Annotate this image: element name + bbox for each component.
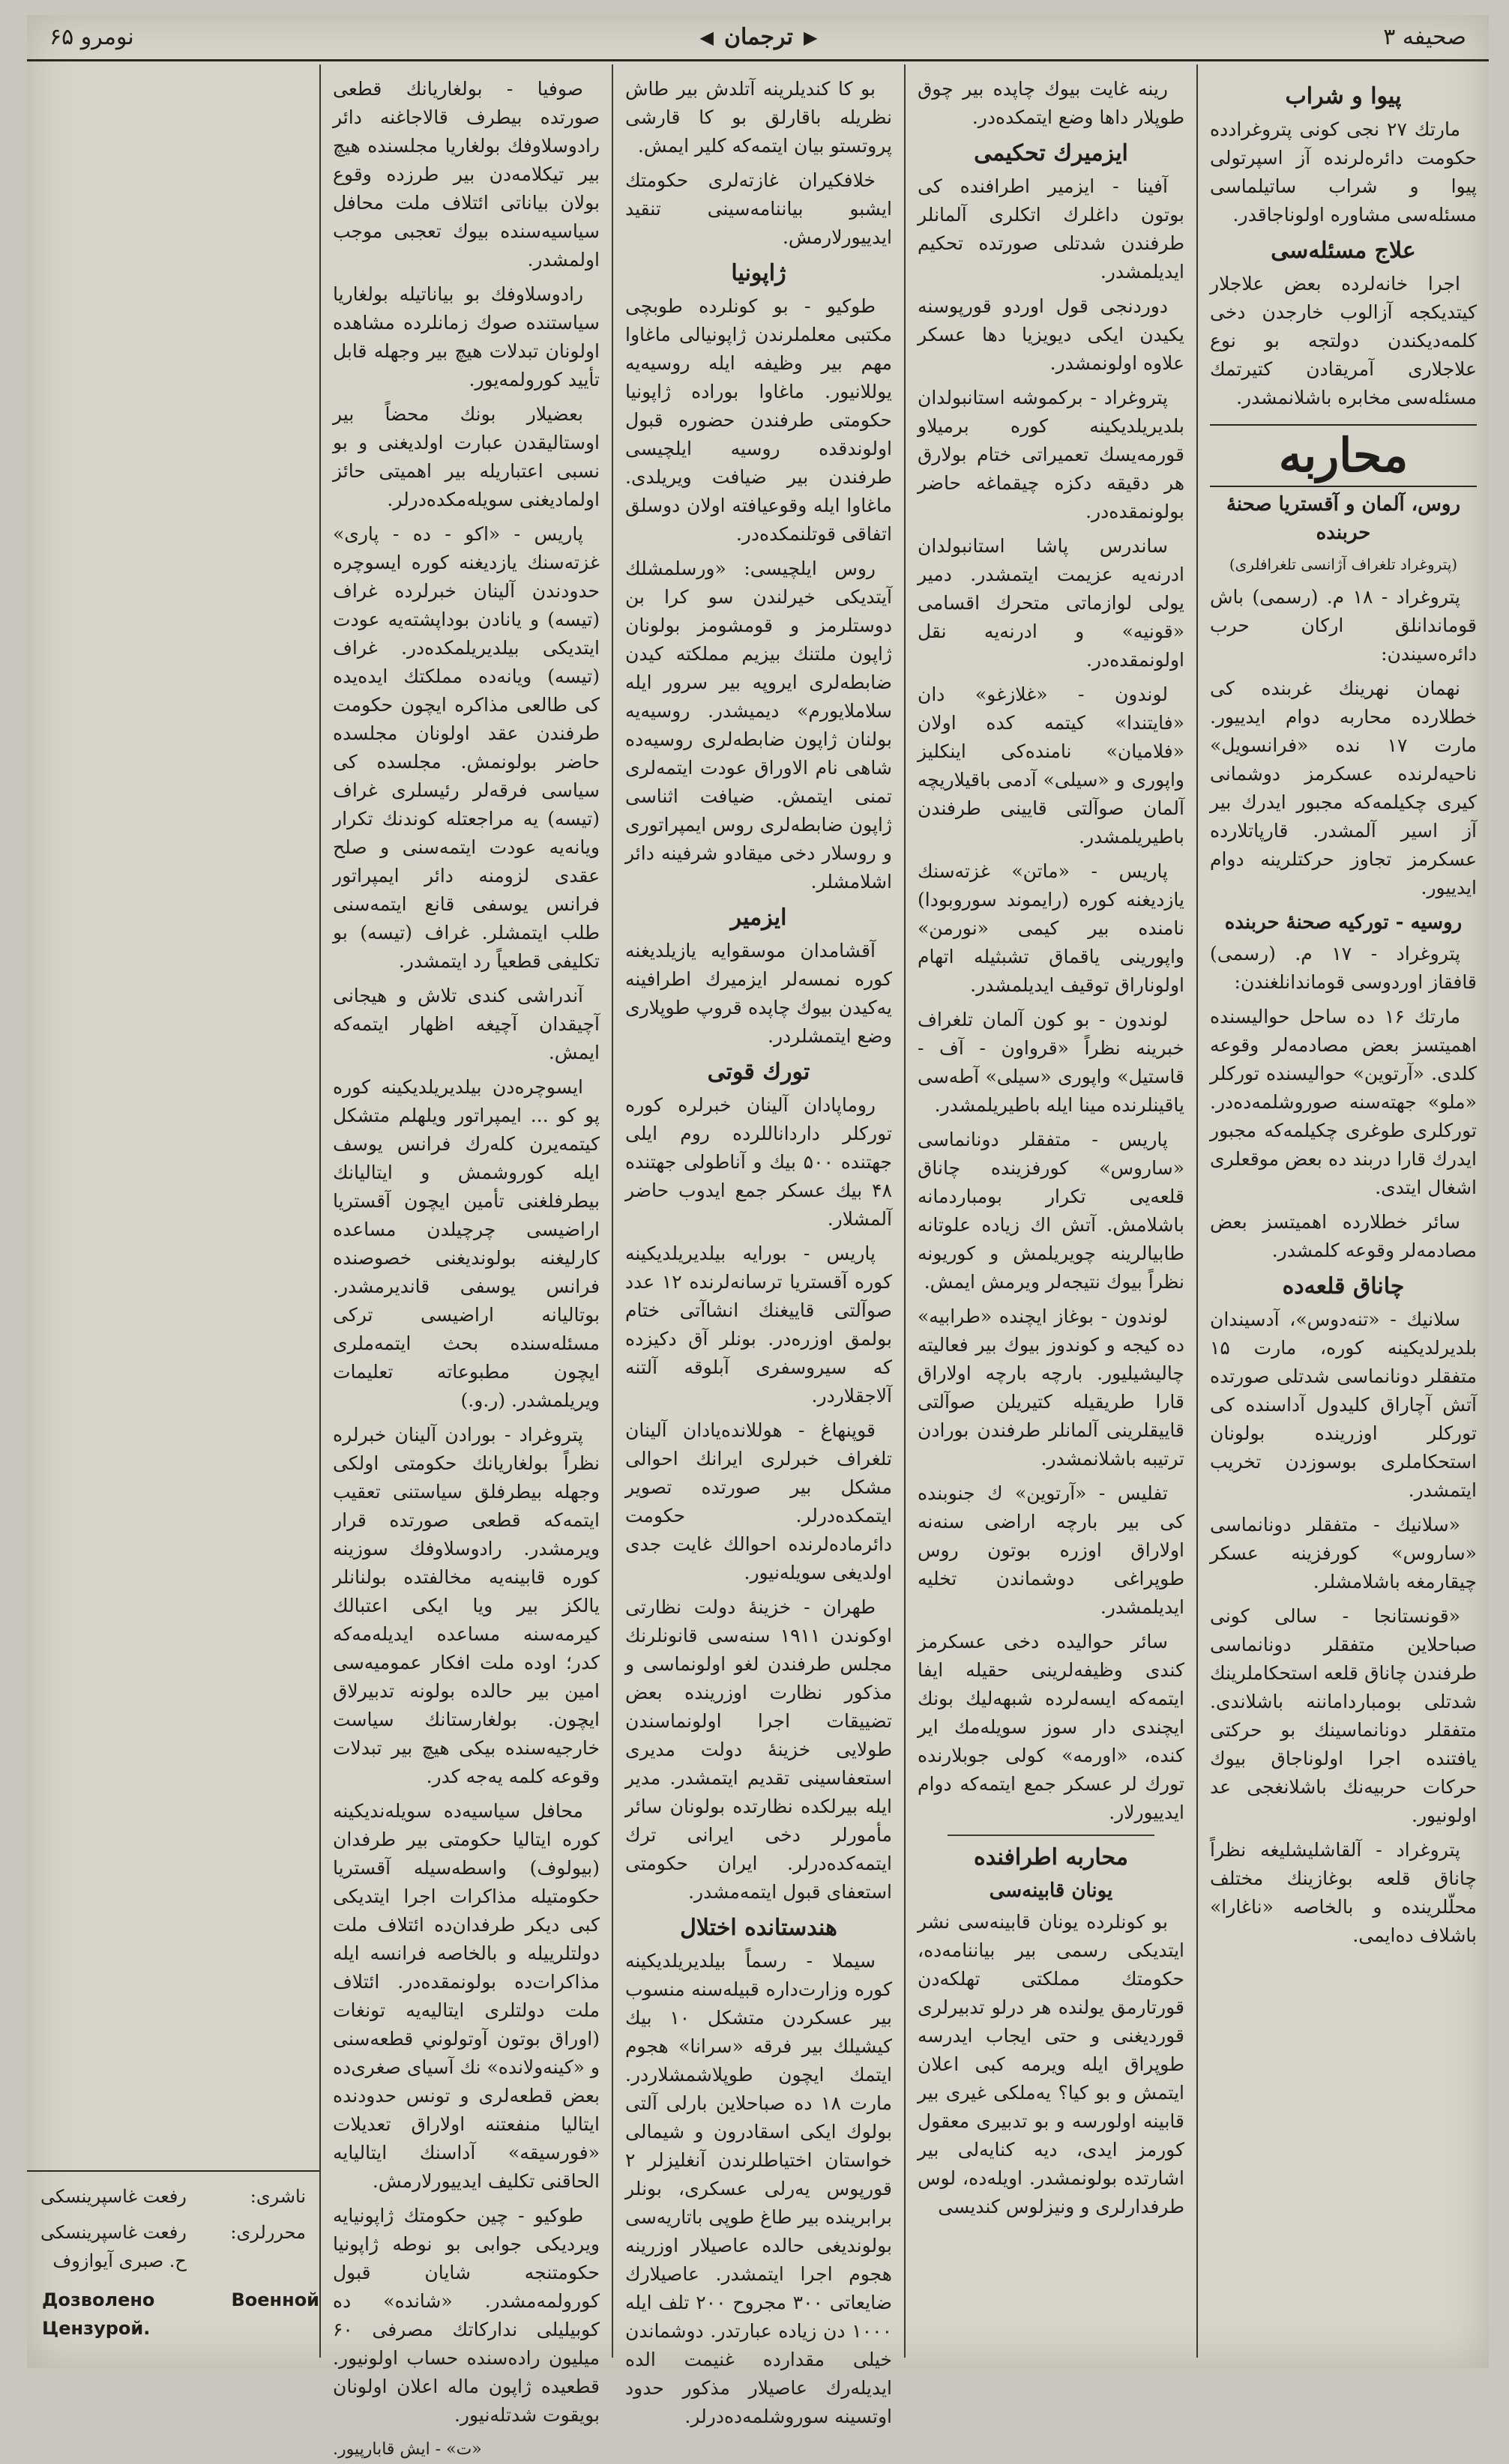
article-greek-cabinet: بو کونلرده یونان قابینه‌سی نشر ایتدیکی رسمی بیر بیاننامه‌ده، حکومتك مملکتی تهلکه‌دن قورتارمق یولنده هر درلو تدبیرلری قوردیغنی و حتی ایجاب ایدرسه طوپراق ایله ویرمه کبی اعلان ایتمش و بو کیا؟ یه‌ملکی غیری بیر قابینه اولورسه و بو تدبیری معقول کورمز ایدی، دیه کنایه‌لی بیر اشارتده بولونمشدر. اویله‌ده، لوس طرفدارلری و ونیزلوس کندیسی [918, 1911, 1184, 2217]
publisher-row [40, 2182, 306, 2211]
article-tehran: طهران - خزینۀ دولت نظارتی اوکوندن ۱۹۱۱ سنه‌سی قانونلرنك مجلس طرفندن لغو اولونماسی و مذکور نظارت اوزرینده بعض تضییقات اجرا اولونماسندن طولایی خزینۀ دولت مدیری استعفاسینی تقدیم ایتمشدر. مدیر ایله بیرلکده نظارتده بولونان سائر مأمورلر دخی ایرانی ترك ایتمه‌کده‌درلر. ایران حکومتی استعفای قبول ایتمه‌مشدر. [625, 1596, 892, 1903]
heading-war: محاربه [1210, 424, 1477, 487]
left-arrow-icon: ◀ [699, 26, 714, 48]
article-salonica-2: «سلانیك - متفقلر دونانماسی «ساروس» کورفزینه عسکر چیقارمغه باشلامشلر. [1210, 1514, 1477, 1592]
article-corps: دوردنجی قول اوردو قورپوسنه یکیدن ایکی دیویزیا دها عسکر علاوه اولونمشدر. [918, 295, 1184, 374]
editors-label: محررلری: [230, 2222, 306, 2243]
article-some-say: بعضیلار بونك محضاً بیر اوستالیقدن عبارت اولدیغنی و بو نسبی اعتباریله بیر اهمیتی حائز اولمادیغنی سویله‌مکده‌درلر. [333, 403, 600, 510]
heading-medicine: علاج مسئله‌سی [1271, 238, 1416, 264]
page-number: صحیفه ۳ [1383, 24, 1466, 50]
article-italy: محافل سیاسیه‌ده سویله‌ندیکینه کوره ایتالیا حکومتی بیر طرفدان (بیولوف) واسطه‌سیله آقستریا حکومتیله مذاکرات اجرا ایتدیکی کبی دیکر طرفدان‌ده ائتلاف ملت دولتلرییله و بالخاصه فرانسه ایله مذاکرات‌ده بولونمقده‌در. ائتلاف ملت دولتلری ایتالیه‌یه تونغات (اوراق بوتون آوتولوني قطعه‌سنی و «کینه‌ولانده» نك آسیای صغری‌ده بعض قطعه‌لری و تونس حدودنده ایتالیا منفعتنه اولاراق تعدیلات «فورسیقه» آداسنك ایتالیایه الحاقنی تکلیف ایدییورلارمش. [333, 1800, 600, 2192]
article-london-2: لوندون - بو کون آلمان تلغراف خبرینه نظراً «قرواون - آف - قاستیل» واپوری «سیلی» آطه‌سی یاقینلرنده مینا ایله باطیریلمشدر. [918, 1009, 1184, 1116]
heading-around-war: محاربه اطرافنده [974, 1844, 1128, 1870]
article-tiflis: تفلیس - «آرتوین» ك جنوبنده کی بیر بارچه اراضی سنه‌نه اولاراق اوزره بوتون روس طوپراغی دوشماندن تخلیه ایدیلمشدر. [918, 1482, 1184, 1618]
heading-greek-cabinet: یونان قابینه‌سی [989, 1879, 1113, 1902]
article-paris-submarines: پاریس - بورایه بیلدیریلدیکینه کوره آقستریا ترسانه‌لرنده ۱۲ عدد صوآلتی قاییغنك انشاآتی ختام بولمق اوزره‌در. بونلر آق دکیزده که سیروسفری آبلوقه آلتنه آلاجقلاردر. [625, 1242, 892, 1407]
article-caucasus-3: سائر خطلارده اهمیتسز بعض مصادمه‌لر وقوعه کلمشدر. [1210, 1211, 1477, 1261]
article-andrassy: آندراشی کندی تلاش و هیجانی آچیقدان آچیغه اظهار ایتمه‌که ایمش. [333, 985, 600, 1063]
heading-japan: ژاپونیا [731, 260, 786, 286]
column-2 [904, 64, 1196, 2358]
heading-russia-turkey: روسیه - تورکیه صحنۀ حربنده [1224, 911, 1463, 934]
article-other-regions: سائر حواليده دخی عسکرمز کندی وظیفه‌لرینی حقیله ایفا ایتمه‌که ایسه‌لرده شبهه‌لیك بونك ایچندی دار سوز سویله‌مك ایر کنده، «اورمه» کولی جوبلارنده تورك لر عسکر جمع ایتمه‌که دوام ایدییورلار. [918, 1631, 1184, 1823]
article-radoslavov: رادوسلاوفك بو بیاناتیله بولغاریا سیاستنده صوك زمانلرده مشاهده اولونان تبدلات هیچ بیر وجهله قابل تأیید کورولمه‌یور. [333, 283, 600, 390]
masthead [27, 15, 1489, 61]
publisher-name: رفعت غاسپرینسکی [40, 2186, 187, 2207]
heading-turkish-force: تورك قوتی [707, 1059, 810, 1085]
column-5 [27, 64, 319, 2358]
publisher-label: ناشری: [250, 2186, 306, 2207]
article-guns-continued: رینه غایت بیوك چاپده بیر چوق طوپلار داها وضع ایتمکده‌در. [918, 78, 1184, 128]
article-caucasus-2: مارتك ۱۶ ده ساحل حواليسنده اهمیتسز بعض مصادمه‌لر وقوعه کلدی. «آرتوین» حواليسنده تورکلر «ملو» جهته‌سنه صوروشلمه‌ده‌در. تورکلری طوغری چکیلمه‌که مجبور ایدرك قارا دربند ده‌ بعض موقعلری اشغال ایتدی. [1210, 1006, 1477, 1198]
column-4 [319, 64, 612, 2459]
article-petrograd-2: نهمان نهرینك غربنده کی خطلارده محاربه دوام ایدییور. مارت ۱۷ نده «فرانسویل» ناحیه‌لرنده عسکرمز دوشمانی کیری چکیلمه‌که مجبور ایدرك بیر آز اسیر آلمشدر. قارپاتلارده عسکرمز تجاوز حرکتلرینه دوام ایدییور. [1210, 677, 1477, 899]
article-athens: آفینا - ایزمیر اطرافنده کی بوتون داغلرك اتکلری آلمانلر طرفندن شدتلی صورتده تحکیم ایدیلمشدر. [918, 175, 1184, 283]
article-izmir: آقشامدان موسقوایه یازیلدیغنه کوره نمسه‌لر ایزمیرك اطرافینه یه‌کیدن بیوك چاپده قروپ طوپلاری وضع ایتمشلردر. [625, 940, 892, 1047]
article-constanta: «قونستانجا - سالی کونی صباحلاین متفقلر دونانماسی طرفندن چاناق قلعه استحکاملرینك شدتلی بومبارداماننه باشلاندی. متفقلر دونانماسینك بو حرکتی یافتنده اجرا اولوناجاق بیوك حرکات حربیه‌نك باشلانغجی عد اولونیور. [1210, 1605, 1477, 1826]
heading-fronts: روس، آلمان و آقستریا صحنۀ حربنده [1226, 493, 1461, 544]
article-salonica-1: سلانیك - «تنه‌دوس»، آدسیندان بلدیرلدیکینه کوره، مارت ۱۵ متفقلر دونانماسی شدتلی صورتده آتش آچاراق کلیدول آداسنده کی تورکلر اوزرینده بولونان استحکاملری بوسوزدن تخریب ایتمشدر. [1210, 1308, 1477, 1501]
article-russian-ambassador: روس ایلچیسی: «ورسلمشلك آیتدیکی خیرلندن سو کرا بن دوستلرمز و قومشومز بولونان ژاپون ملتنك بیزیم مملکته کیدن ضابطه‌لری ایروپه بیر سرور ایله سلاملایورم» دیمیشدر. روسیه‌یه بولنان ژاپون ضابطه‌لری روسیه‌ده شاهی نام الاوراق عودت ایتمه‌لری تمنی ایتمش. ضیافت اثناسی ژاپون ضابطه‌لری روس ایمپراتوری و روسلار دخی میقادو شرفینه دائر اشلامشلر. [625, 558, 892, 893]
article-london-3: لوندون - بوغاز ایچنده «طرابیه» ده کیجه و کوندوز بیوك بیر فعالیته چالیشیلیور. بارچه بارچه اولاراق قارا طریقیله کتیریلن صوآلتی قاییقلرینی آلمانلر طرفندن بورادن ترتیبه باشلانمشدر. [918, 1305, 1184, 1470]
article-medicine: اجرا خانه‌لرده بعض علاجلار کیتدیکجه آزالوب خارجدن دخی کلمه‌دیکندن دولتجه بو نوع علاجلاری آمریقادن کتیرتمك مسئله‌سی مخابره باشلانمشدر. [1210, 273, 1477, 408]
newspaper-title: ترجمان [723, 24, 793, 50]
heading-canakkale: چاناق قلعه‌ده [1282, 1273, 1405, 1299]
article-protest: بو کا کندیلرینه آتلدش بیر طاش نظریله باقارلق بو کا قارشی پروتستو بیان ایتمه‌که کلیر ایمش. [625, 78, 892, 157]
heading-beer-wine: پیوا و شراب [1285, 83, 1402, 109]
footer [27, 2170, 319, 2358]
article-paris-tisza: پاریس - «اکو - ده - پاری» غزته‌سنك یازدیغنه کوره ایسوچره حدودندن آلینان خبرلرده غراف (تیسه) و یانادن بوداپشته‌یه عودت ایتدیکی بیلدیریلمکده‌در. غراف (تیسه) ویانه‌ده مملکتك ایده‌یده کی طالعی مذاکره ایچون حکومت طرفندن عقد اولونان مجلسده حاضر بولونمش. مجلسده کی سیاسی فرقه‌لر رئیسلری غراف (تیسه) یه مراجعتله کوندنك تکرار ویانه‌یه عودت ایتمه‌سنی و صلح عقدی لزومنه دائر ایمپراتور فرانس یوسفی قانع ایتمه‌سنی طلب ایتمشلر. غراف (تیسه) بو تکلیفی قطعیاً رد ایتمشدر. [333, 523, 600, 972]
column-1 [1196, 64, 1489, 2358]
article-romania: روماپادان آلینان خبرلره کوره تورکلر دارداناللرده روم ایلی جهتنده ۵۰۰ بیك و آناطولی جهتنده ۴۸ بیك عسکر جمع ایدوب حاضر آلمشلار. [625, 1094, 892, 1230]
editor-1: رفعت غاسپرینسکی [40, 2222, 187, 2243]
article-petrograd-bulgaria: پتروغراد - بورادن آلینان خبرلره نظراً بولغاریانك حکومتی اولکی وجهله بیطرفلق سیاستنی تعقیب ایتمه‌که قطعی صورتده قرار ویرمشدر. رادوسلاوفك سوزینه کوره قابینه‌یه مخالفتده بولنانلر یالکز بیر ویا ایکی اعتبالك کیرمه‌سنه مساعده ایدیله‌مه‌که کدر؛ اوده ملت افکار عمومیه‌سی امین بیر حالده بولونه تدبیرلاق ایچون. بولغارستانك سیاست خارجیه‌سنده بیکی هیچ بیر تبدلات وقوعه کلمه یه‌جه کدر. [333, 1424, 600, 1787]
article-caucasus-1: پتروغراد - ۱۷ م. (رسمی) قافقاز اوردوسی قوماندانلغندن: [1210, 943, 1477, 993]
article-tokyo-1: طوکیو - بو کونلرده طوبچی مکتبی معلملرندن ژاپونیالی ماغاوا مهم بیر وظیفه ایله روسیه‌یه یوللانیور. ماغاوا بوراده ژاپونیا حکومتی طرفندن حضوره قبول اولوندقده روسیه ایلچیسی طرفندن بیر ضیافت ویریلدی. ماغاوا ایله وقوعیافته اولان دوسلق اتفاقی قوتلنمکده‌در. [625, 295, 892, 545]
separator [948, 1835, 1154, 1836]
article-switzerland: ایسوچره‌دن بیلدیریلدیکینه کوره پو کو ... ایمپراتور ویلهلم متشکل کیتمه‌یرن کله‌رك فرانس یوسف ایله کوروشمش و ایتالیانك بیطرفلغنی تأمین ایچون آقستریا اراضیسی چرچیلدن مساعده کارلیغنه بولوندیغنی خصوصنده فرانس یوسفی قاندیرمشدر. بوتالیانه اراضیسی ترکی مسئله‌سنده بحث ایتمه‌ملری ایچون مطبوعاته تعلیمات ویریلمشدر. (ر.و.) [333, 1076, 600, 1411]
article-petrograd-3: پتروغراد - آلقاشلیشلیغه نظراً چاناق قلعه بوغازینك مختلف محلّلرینده و بالخاصه «ناغارا» باشلاف ده‌ایمی. [1210, 1839, 1477, 1946]
article-copenhagen: قوپنهاغ - هوللانده‌یادان آلینان تلغراف خبرلری ایرانك احوالی مشکل بیر صورتده تصویر ایتمکده‌درلر. حکومت دائرماده‌لرنده احوالك غایت جدی اولدیغی سویله‌نیور. [625, 1419, 892, 1583]
signature: «ت» - ایش قابارپیور. [333, 2440, 482, 2459]
heading-izmir-fortification: ایزمیرك تحکیمی [974, 140, 1128, 166]
heading-izmir: ایزمیر [730, 905, 787, 931]
article-petrograd-1: پتروغراد - ۱۸ م. (رسمی) باش قوماندانلق ارکان حرب دائره‌سیندن: [1210, 586, 1477, 665]
newspaper-page [27, 15, 1489, 2459]
article-simla: سیملا - رسماً بیلدیریلدیکینه کوره وزارت‌داره قبیله‌سنه منسوب بیر عسکردن متشکل ۱۰ بیك کیشیلك بیر فرقه «سرانا» هجوم ایتمك ایچون طوپلاشمشلاردر. مارت ۱۸ ده صباحلاین بارلی آلتی بولوك ایکی اسقادرون و شیمالی خواستان اختیاطلرندن آنغلیزلر ۲ قورپوس یه‌رلی عسکری، بونلر برابرینده بیر طاغ طوپی باتاریه‌سی بولوندیغی حالده عاصیلار اوزرینه هجوم اجرا ایتمشدر. عاصیلارك ضایعاتی ۳۰۰ مجروح ۲۰۰ تلف ایله ۱۰۰۰ دن زیاده عبارتدر. دوشماندن خیلی مقدارده غنیمت الده ایدیله‌رك عاصیلار مذکور حدود اوتسینه سوروشلمه‌ده‌درلر. [625, 1950, 892, 2427]
article-newspapers: خلافکیران غازته‌لری حکومتك ایشبو بیاننامه‌سینی تنقید ایدییورلارمش. [625, 169, 892, 248]
article-tokyo-china: طوکیو - چین حکومتك ژاپونیایه ویردیکی جوابی بو نوطه ژاپونیا حکومتنجه شایان قبول کورولمه‌مشدر. «شانده» ده کوبیلیلی ندارکاتك مصرفی ۶۰ میلیون راده‌سنده حساب اولونیور. قطعیده ژاپون ماله اعلان اولونان بویقوت شدتله‌نیور. [333, 2205, 600, 2426]
editors-names [40, 2218, 187, 2275]
article-paris-2: پاریس - متفقلر دونانماسی «ساروس» کورفزینده چاناق قلعه‌یی تکرار بومباردمانه باشلامش. آتش اك زیاده علوتانه طابیالرینه چویریلمش و کوریونه نظراً بیوك نتیجه‌لر ویرمش ایمش. [918, 1129, 1184, 1293]
right-arrow-icon: ▶ [803, 26, 818, 48]
article-beer-wine: مارتك ۲۷ نجی کونی پتروغرادده حکومت دائره‌لرنده آز اسپرتولی پیوا و شراب ساتیلماسی مسئله‌سی مشاوره اولوناجاقدر. [1210, 118, 1477, 226]
censor-note: Дозволено Военной Цензурой. [42, 2289, 319, 2339]
article-petrograd-ship: پتروغراد - برکموشه استانبولدان بلدیریلدیکینه کوره برمیلاو قورمه‌یسك تعمیراتی ختام بولارق هر دقیقه دکزه چیقماغه حاضر بولونمقده‌در. [918, 387, 1184, 522]
article-sanders: ساندرس پاشا استانبولدان ادرنه‌یه عزیمت ایتمشدر. دمیر یولی لوازماتی متحرك اقسامی «قونیه» و ادرنه‌یه نقل اولونمقده‌در. [918, 535, 1184, 671]
article-paris-1: پاریس - «ماتن» غزته‌سنك یازدیغنه کوره (رایموند سوروبودا) نامنده بیر کیمی «نورمن» واپورینی یاقماق تشبثیله اتهام اولوناراق توقیف ایدیلمشدر. [918, 860, 1184, 996]
issue-number: نومرو ۶۵ [49, 24, 134, 50]
masthead-title-block [700, 24, 818, 50]
heading-india-revolt: هندستانده اختلال [680, 1915, 837, 1941]
article-london-1: لوندون - «غلازغو» دان «فایتندا» کیتمه کده اولان «فلامیان» نامنده‌کی اینکلیز واپوری و «سیلی» آدمی باقیلاریچه آلمان صوآلتی قایینی طرفندن باطیریلمشدر. [918, 683, 1184, 848]
editor-2: ح. صبری آیوازوف [52, 2250, 187, 2271]
article-sofia: صوفیا - بولغاریانك قطعی صورتده بیطرف قالاجاغنه دائر رادوسلاوفك بولغاریا مجلسنده هیچ بیر تیکلامه‌دن بیر طرزده وقوع بولان بیاناتی ائتلاف ملت محافل سیاسیه‌سنده بیوك تعجبی موجب اولمشدر. [333, 78, 600, 271]
columns [27, 64, 1489, 2459]
editors-row [40, 2218, 306, 2275]
heading-fronts-source: (پتروغراد تلغراف آژانسی تلغرافلری) [1229, 555, 1458, 573]
column-3 [612, 64, 904, 2427]
